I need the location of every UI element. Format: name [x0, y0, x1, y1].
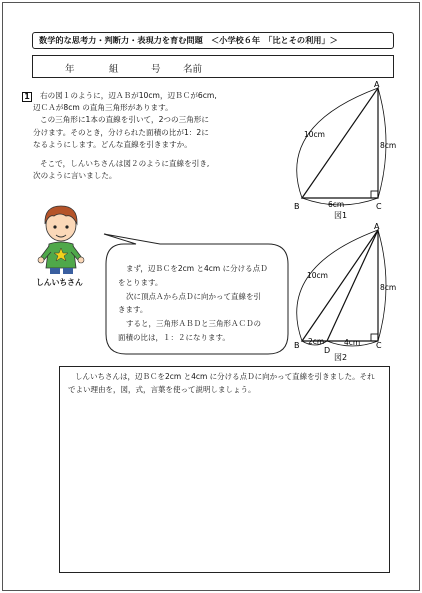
character-name: しんいちさん: [36, 278, 83, 287]
fig2-bd-length: 2cm: [308, 337, 325, 346]
problem-line: この三角形に1本の直線を引いて，2つの三角形に: [40, 115, 209, 125]
question-number: 1: [22, 92, 32, 102]
answer-line: しんいちさんは，辺ＢＣを2cm と4cm に分ける点Ｄに向かって直線を引きました。それ: [75, 372, 375, 381]
fig1-label-a: A: [374, 80, 380, 89]
fig2-dc-length: 4cm: [344, 338, 361, 347]
fig2-ab-length: 10cm: [307, 271, 328, 280]
fig1-ca-length: 8cm: [380, 141, 397, 150]
speech-line: 次に頂点Ａから点Ｄに向かって直線を引: [126, 291, 261, 301]
answer-line: でよい理由を，図，式，言葉を使って説明しましょう。: [68, 384, 256, 394]
speech-line: をとります。: [118, 277, 163, 287]
fig2-label-a: A: [374, 222, 380, 231]
answer-prompt: [68, 371, 388, 396]
name-entry-box[interactable]: [32, 55, 394, 78]
speech-line: 面積の比は，１：２になります。: [118, 332, 230, 342]
fig2-label-b: B: [294, 341, 300, 350]
fig2-label-d: D: [324, 346, 331, 355]
speech-bubble-text: [118, 262, 286, 345]
fig1-bc-length: 6cm: [328, 200, 345, 209]
fig1-label-c: C: [376, 202, 382, 211]
answer-box[interactable]: [59, 366, 390, 573]
fig2-caption: 図2: [334, 353, 348, 362]
speech-line: まず，辺ＢＣを2cm と4cm に分ける点Ｄ: [126, 264, 268, 273]
boy-character-illustration: [32, 200, 90, 276]
worksheet-title: 数学的な思考力・判断力・表現力を育む問題 ＜小学校６年 「比とその利用」＞: [32, 32, 394, 49]
problem-line: 次のように言いました。: [33, 171, 117, 181]
fig2-label-c: C: [376, 341, 382, 350]
fig1-ab-length: 10cm: [304, 130, 325, 139]
speech-line: すると，三角形ＡＢＤと三角形ＡＣＤの: [126, 319, 261, 329]
class-label: 組: [109, 64, 119, 75]
problem-line: 辺ＣＡが8cm の直角三角形があります。: [33, 103, 173, 113]
problem-statement: [33, 90, 273, 182]
problem-line: そこで，しんいちさんは図２のように直線を引き,: [40, 159, 210, 169]
problem-line: なるようにします。どんな直線を引きますか。: [33, 139, 192, 149]
year-label: 年: [65, 64, 75, 75]
number-label: 号: [151, 64, 161, 75]
fig1-label-b: B: [294, 202, 300, 211]
speech-line: きます。: [118, 305, 148, 315]
fig2-ca-length: 8cm: [380, 283, 397, 292]
figure-1-triangle: [290, 78, 410, 222]
figure-2-triangle: [290, 220, 410, 364]
fig1-caption: 図1: [334, 211, 348, 220]
problem-line: 右の図１のように，辺ＡＢが10cm，辺ＢＣが6cm,: [40, 91, 217, 100]
problem-line: 分けます。そのとき，分けられた面積の比が1：2に: [33, 127, 209, 137]
name-label: 名前: [183, 64, 203, 75]
